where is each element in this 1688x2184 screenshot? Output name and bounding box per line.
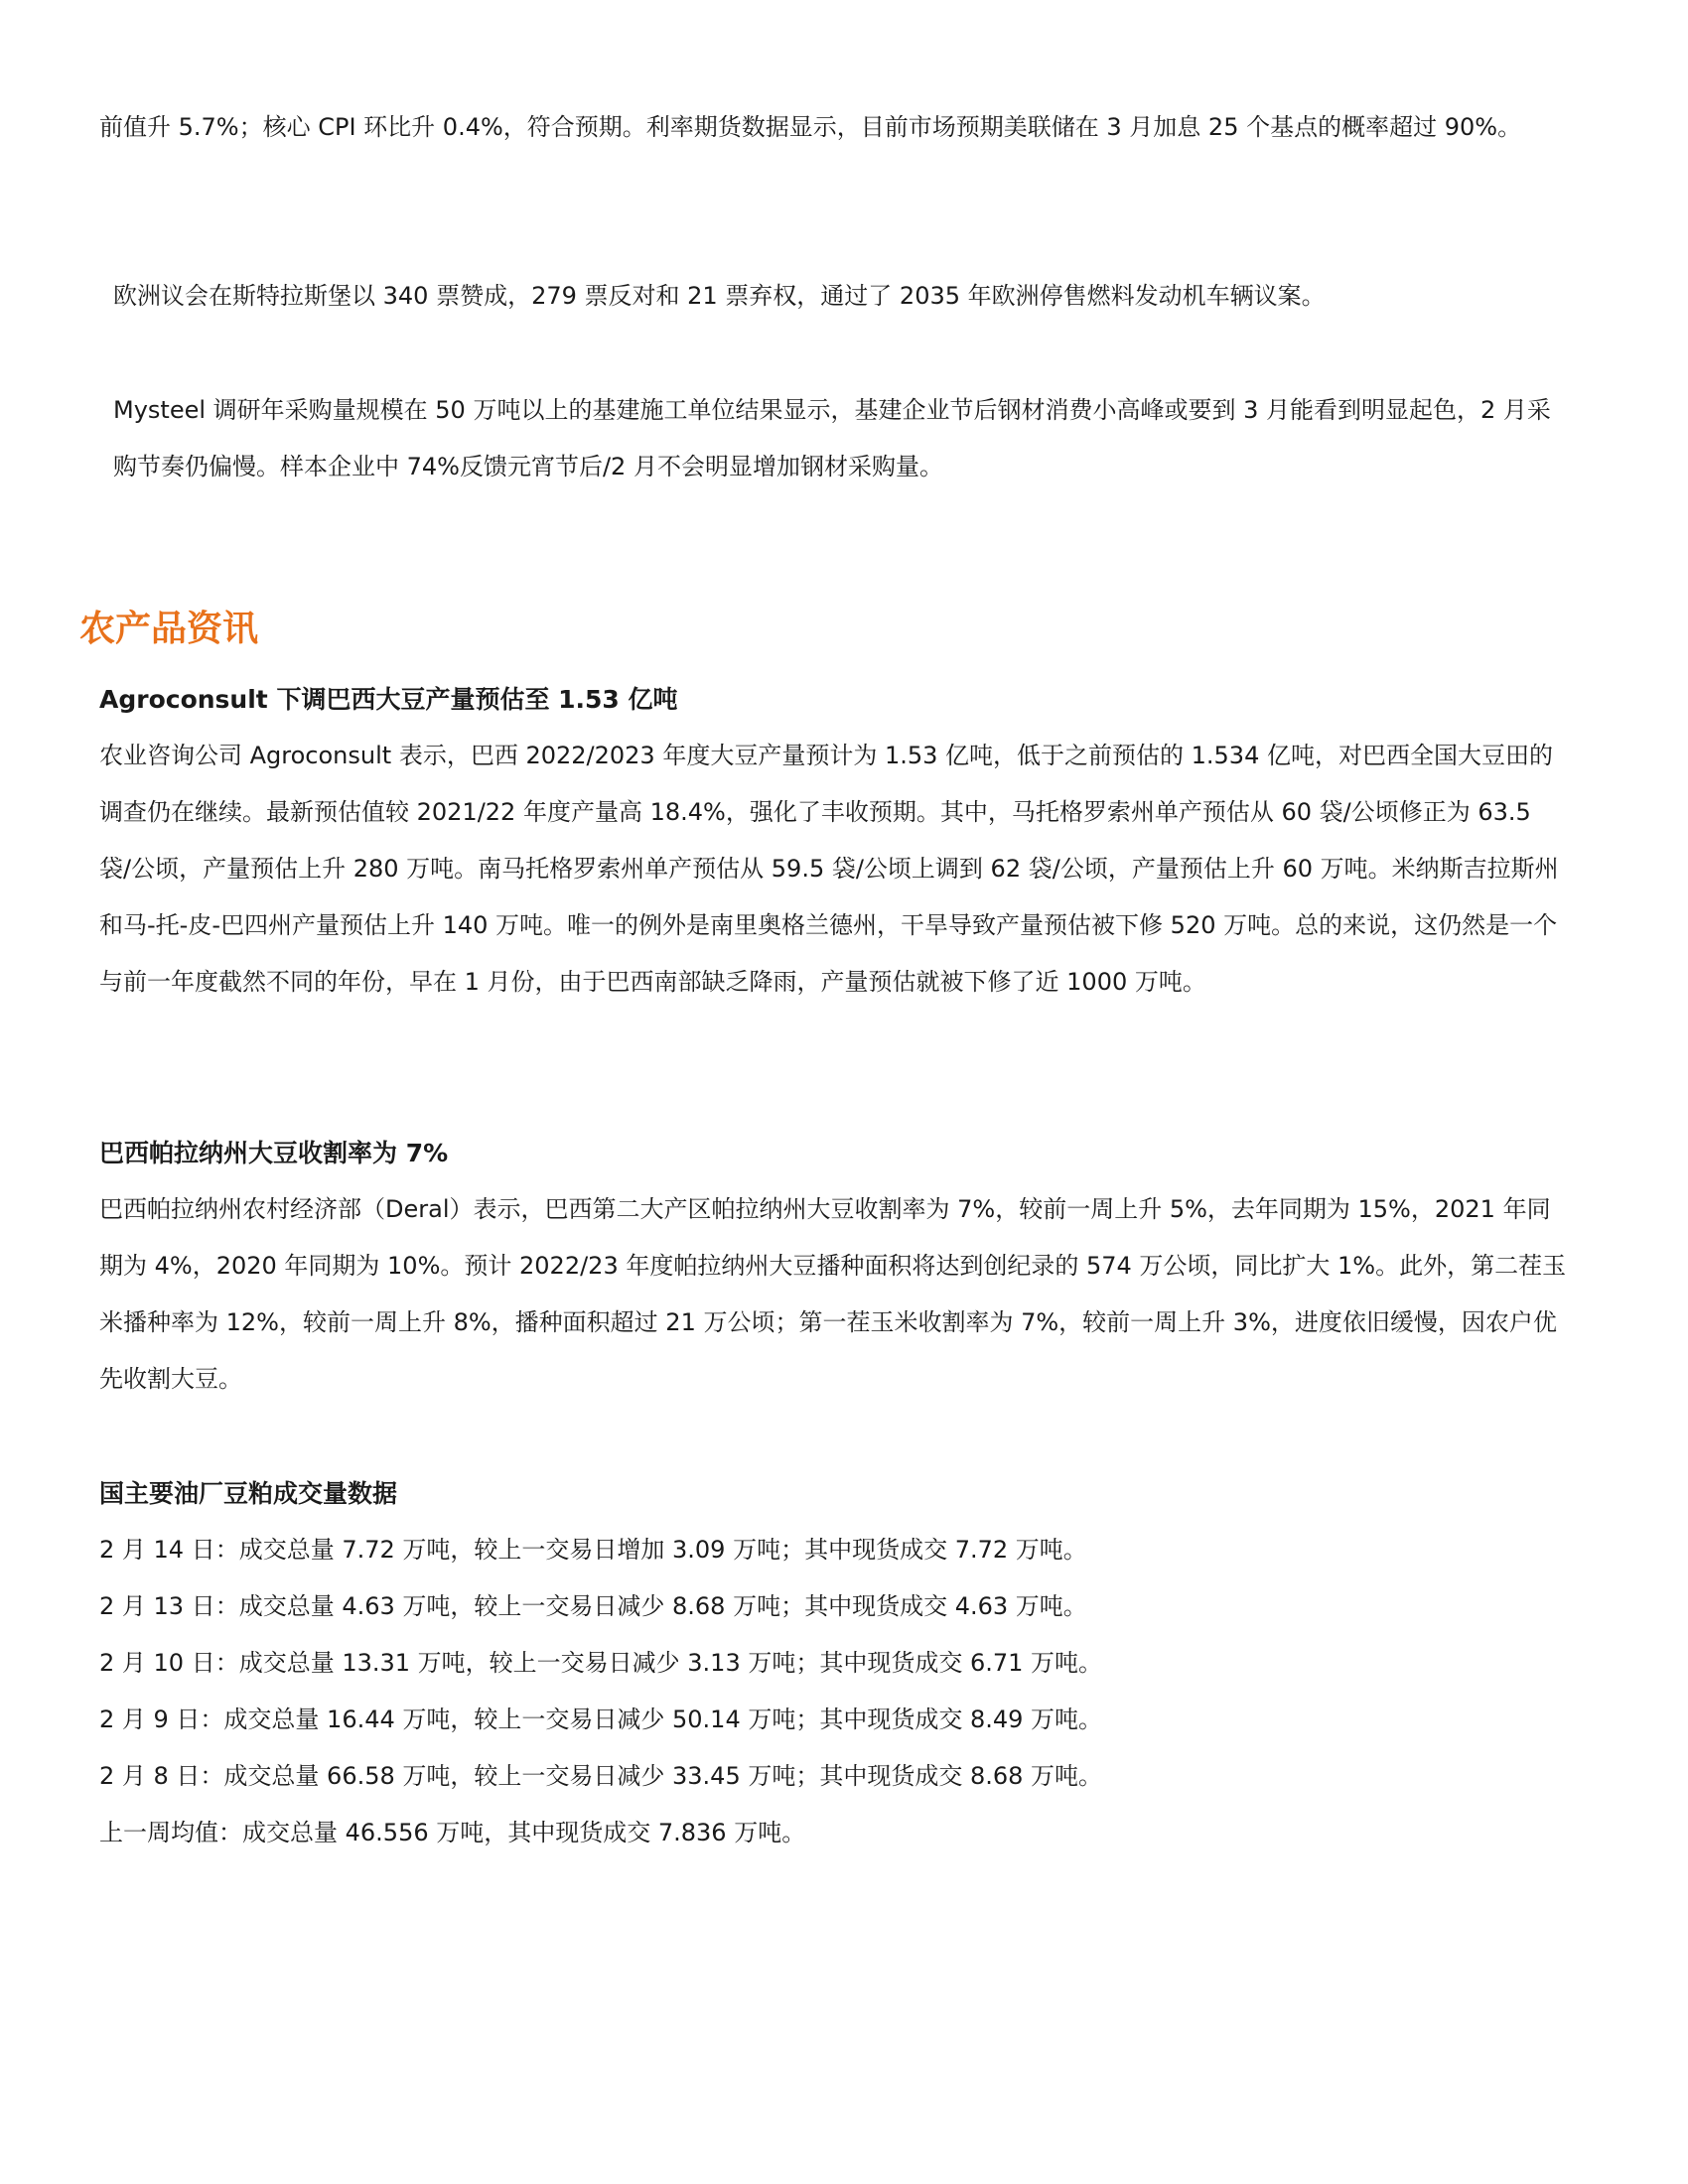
macro-paragraph-3 [113,382,1569,495]
macro-paragraph-2 [113,268,1569,325]
news-item-3 [99,1465,1569,1861]
news-1-title: Agroconsult 下调巴西大豆产量预估至 1.53 亿吨 [99,685,678,714]
trade-line-3: 2 月 10 日：成交总量 13.31 万吨，较上一交易日减少 3.13 万吨；其中现货成交 6.71 万吨。 [99,1649,1103,1677]
news-item-1 [99,671,1569,1011]
macro-p3-text: Mysteel 调研年采购量规模在 50 万吨以上的基建施工单位结果显示，基建企业节后钢材消费小高峰或要到 3 月能看到明显起色，2 月采购节奏仍偏慢。样本企业中 74%反馈元宵节后/2 月不会明显增加钢材采购量。 [113,396,1551,480]
macro-paragraph-1 [99,99,1569,156]
news-2-body: 巴西帕拉纳州农村经济部（Deral）表示，巴西第二大产区帕拉纳州大豆收割率为 7%，较前一周上升 5%，去年同期为 15%，2021 年同期为 4%，2020 年同期为 10%。预计 2022/23 年度帕拉纳州大豆播种面积将达到创纪录的 574 万公顷，同比扩大 1%。此外，第二茬玉米播种率为 12%，较前一周上升 8%，播种面积超过 21 万公顷；第一茬玉米收割率为 7%，较前一周上升 3%，进度依旧缓慢，因农户优先收割大豆。 [99,1195,1567,1393]
trade-line-weekly-average: 上一周均值：成交总量 46.556 万吨，其中现货成交 7.836 万吨。 [99,1819,806,1846]
news-1-body: 农业咨询公司 Agroconsult 表示，巴西 2022/2023 年度大豆产量预计为 1.53 亿吨，低于之前预估的 1.534 亿吨，对巴西全国大豆田的调查仍在继续。最新预估值较 2021/22 年度产量高 18.4%，强化了丰收预期。其中，马托格罗索州单产预估从 60 袋/公顷修正为 63.5 袋/公顷，产量预估上升 280 万吨。南马托格罗索州单产预估从 59.5 袋/公顷上调到 62 袋/公顷，产量预估上升 60 万吨。米纳斯吉拉斯州和马-托-皮-巴四州产量预估上升 140 万吨。唯一的例外是南里奥格兰德州，干旱导致产量预估被下修 520 万吨。总的来说，这仍然是一个与前一年度截然不同的年份，早在 1 月份，由于巴西南部缺乏降雨，产量预估就被下修了近 1000 万吨。 [99,742,1559,996]
trade-line-1: 2 月 14 日：成交总量 7.72 万吨，较上一交易日增加 3.09 万吨；其中现货成交 7.72 万吨。 [99,1536,1087,1564]
trade-line-2: 2 月 13 日：成交总量 4.63 万吨，较上一交易日减少 8.68 万吨；其中现货成交 4.63 万吨。 [99,1592,1087,1620]
news-3-title: 国主要油厂豆粕成交量数据 [99,1479,398,1508]
trade-line-5: 2 月 8 日：成交总量 66.58 万吨，较上一交易日减少 33.45 万吨；其中现货成交 8.68 万吨。 [99,1762,1103,1790]
news-2-title: 巴西帕拉纳州大豆收割率为 7% [99,1139,449,1167]
macro-p1-text: 前值升 5.7%；核心 CPI 环比升 0.4%，符合预期。利率期货数据显示，目前市场预期美联储在 3 月加息 25 个基点的概率超过 90%。 [99,113,1522,141]
news-item-2 [99,1125,1569,1408]
trade-line-4: 2 月 9 日：成交总量 16.44 万吨，较上一交易日减少 50.14 万吨；其中现货成交 8.49 万吨。 [99,1706,1103,1733]
section-title: 农产品资讯 [79,609,259,649]
macro-p2-text: 欧洲议会在斯特拉斯堡以 340 票赞成，279 票反对和 21 票弃权，通过了 2035 年欧洲停售燃料发动机车辆议案。 [113,282,1326,310]
